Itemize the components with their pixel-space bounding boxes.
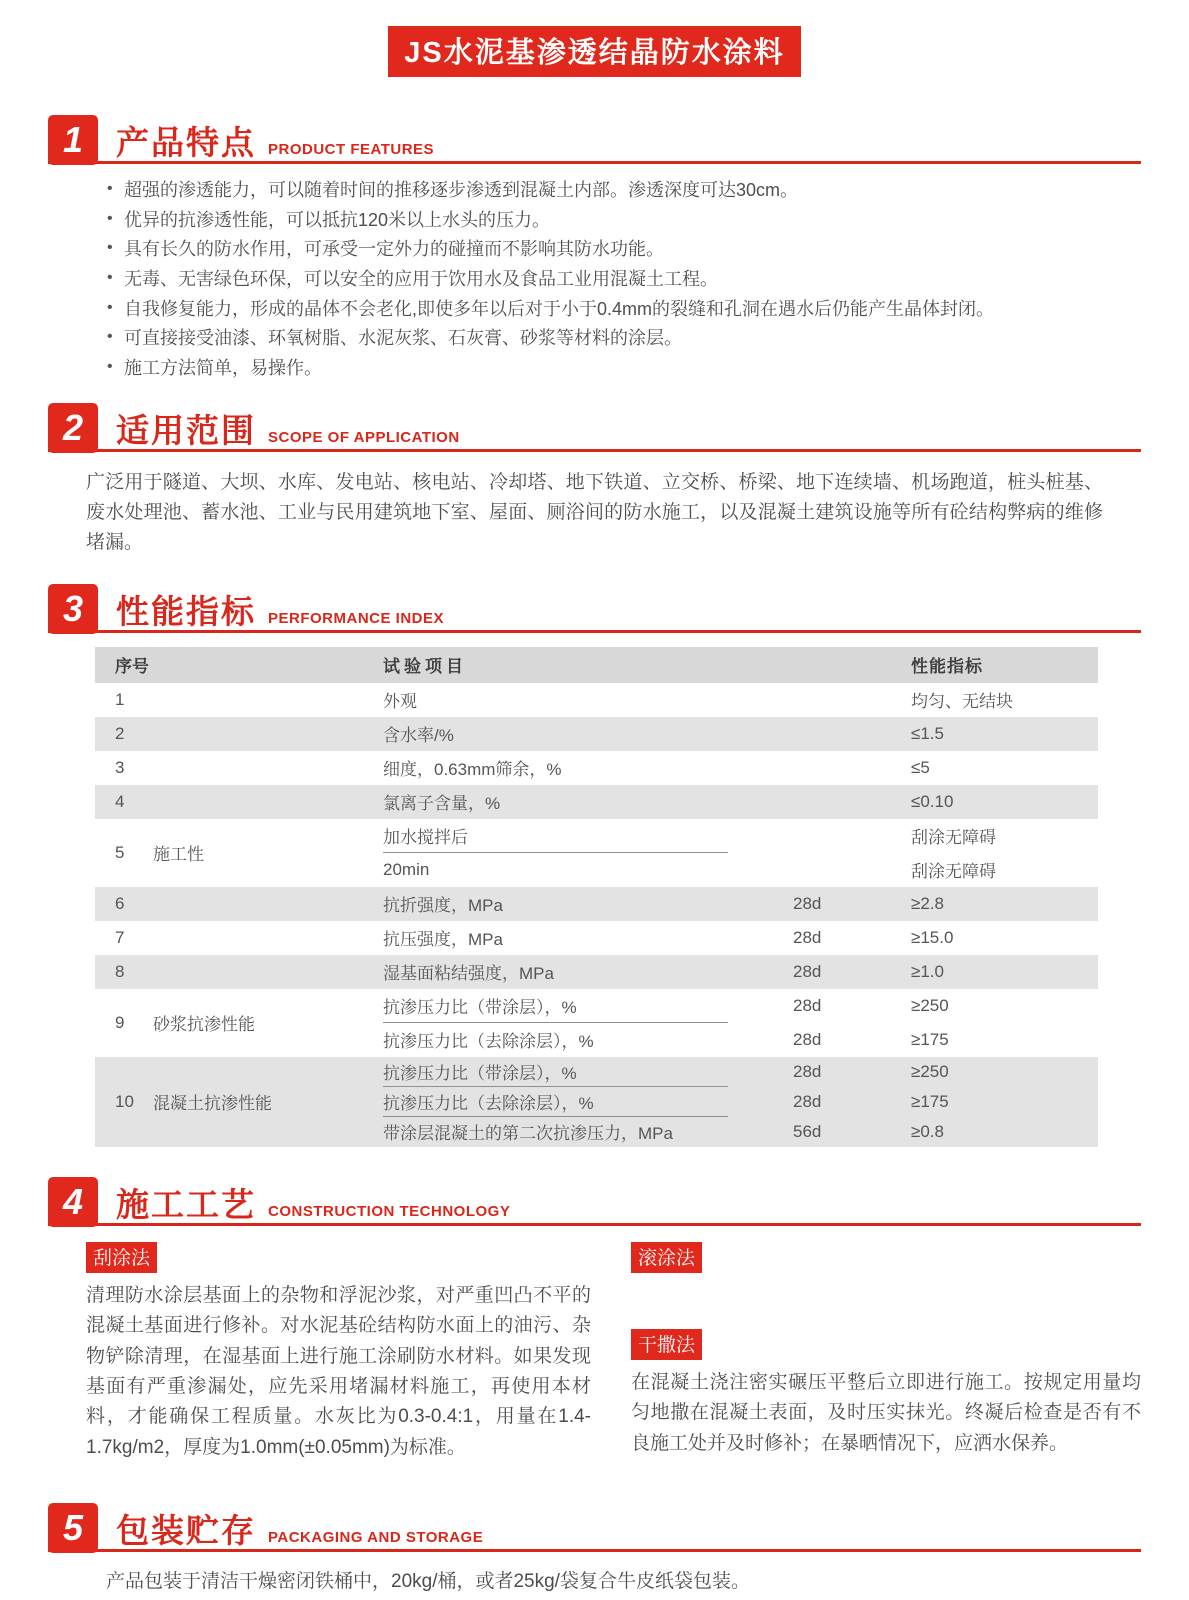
table-row bbox=[95, 683, 1098, 717]
cell-age: 56d bbox=[793, 1121, 822, 1141]
cell-index: 均匀、无结块 bbox=[911, 692, 1013, 712]
cell-index: ≥0.8 bbox=[911, 1121, 944, 1141]
section-title: 适用范围 bbox=[116, 411, 256, 449]
column-header-seq: 序号 bbox=[115, 657, 149, 677]
cell-item: 抗折强度，MPa bbox=[383, 896, 503, 916]
section-subtitle-en: PRODUCT FEATURES bbox=[268, 141, 435, 158]
cell-index: ≥2.8 bbox=[911, 893, 944, 913]
table-subrow bbox=[383, 1117, 1098, 1147]
cell-index: 刮涂无障碍 bbox=[911, 828, 996, 848]
table-subrow bbox=[383, 989, 1098, 1023]
table-header-row bbox=[95, 647, 1098, 683]
table-row bbox=[95, 887, 1098, 921]
section-number-badge: 1 bbox=[48, 115, 98, 165]
table-subrow bbox=[383, 819, 1098, 853]
cell-seq: 3 bbox=[115, 757, 125, 777]
cell-index: ≥175 bbox=[911, 1029, 949, 1049]
cell-age: 28d bbox=[793, 927, 822, 947]
list-item: • 施工方法简单，易操作。 bbox=[124, 358, 1141, 379]
cell-seq: 9 bbox=[115, 1012, 125, 1032]
cell-item: 带涂层混凝土的第二次抗渗压力，MPa bbox=[383, 1124, 673, 1144]
section-header-scope bbox=[48, 403, 1141, 452]
section-subtitle-en: PACKAGING AND STORAGE bbox=[268, 1529, 484, 1547]
roll-dry-method-column bbox=[631, 1242, 1141, 1463]
table-subrow bbox=[383, 1057, 1098, 1087]
section-number-badge: 2 bbox=[48, 403, 98, 453]
cell-item: 抗压强度，MPa bbox=[383, 930, 503, 950]
table-row bbox=[95, 1057, 1098, 1147]
banner-wrap bbox=[48, 26, 1141, 77]
cell-item: 含水率/% bbox=[383, 726, 454, 746]
cell-item: 抗渗压力比（带涂层），% bbox=[383, 998, 577, 1018]
cell-item: 抗渗压力比（去除涂层），% bbox=[383, 1094, 594, 1114]
method-tag-scrape: 刮涂法 bbox=[86, 1242, 157, 1273]
section-subtitle-en: PERFORMANCE INDEX bbox=[268, 609, 445, 627]
table-subrow bbox=[383, 1023, 1098, 1057]
cell-age: 28d bbox=[793, 893, 822, 913]
cell-age: 28d bbox=[793, 1091, 822, 1111]
cell-subrows bbox=[383, 989, 1098, 1057]
table-subrow bbox=[383, 1087, 1098, 1117]
section-header-features bbox=[48, 115, 1141, 164]
cell-seq: 6 bbox=[115, 893, 125, 913]
method-tag-dry: 干撒法 bbox=[631, 1329, 702, 1360]
cell-seq: 5 bbox=[115, 842, 125, 862]
section-titles bbox=[116, 1512, 484, 1550]
section-titles bbox=[116, 592, 445, 630]
section-header-packaging bbox=[48, 1503, 1141, 1552]
section-header-construction bbox=[48, 1177, 1141, 1226]
scrape-method-text: 清理防水涂层基面上的杂物和浮泥沙浆，对严重凹凸不平的混凝土基面进行修补。对水泥基砼结构防水面上的油污、杂物铲除清理，在湿基面上进行施工涂刷防水材料。如果发现基面有严重渗漏处，应先采用堵漏材料施工，再使用本材料，才能确保工程质量。水灰比为0.3-0.4:1，用量在1.4-1.7kg/m2，厚度为1.0mm(±0.05mm)为标准。 bbox=[86, 1284, 591, 1458]
performance-table bbox=[95, 647, 1098, 1147]
roll-method-gap bbox=[631, 1281, 1141, 1329]
cell-seq: 2 bbox=[115, 723, 125, 743]
cell-index: 刮涂无障碍 bbox=[911, 862, 996, 882]
features-list bbox=[48, 180, 1141, 379]
dry-method-text: 在混凝土浇注密实碾压平整后立即进行施工。按规定用量均匀地撒在混凝土表面，及时压实抹光。终凝后检查是否有不良施工处并及时修补；在暴晒情况下，应洒水保养。 bbox=[631, 1371, 1141, 1454]
section-number-badge: 3 bbox=[48, 584, 98, 634]
cell-item: 外观 bbox=[383, 692, 417, 712]
cell-seq: 10 bbox=[115, 1091, 134, 1111]
section-subtitle-en: SCOPE OF APPLICATION bbox=[268, 428, 460, 446]
section-number-badge: 5 bbox=[48, 1503, 98, 1553]
cell-group: 混凝土抗渗性能 bbox=[153, 1094, 272, 1114]
cell-seq: 7 bbox=[115, 927, 125, 947]
table-row bbox=[95, 717, 1098, 751]
list-item: • 自我修复能力，形成的晶体不会老化,即使多年以后对于小于0.4mm的裂缝和孔洞在遇水后仍能产生晶体封闭。 bbox=[124, 299, 1141, 320]
cell-age: 28d bbox=[793, 1061, 822, 1081]
cell-item: 抗渗压力比（去除涂层），% bbox=[383, 1032, 594, 1052]
cell-item: 湿基面粘结强度，MPa bbox=[383, 964, 554, 984]
cell-group: 砂浆抗渗性能 bbox=[153, 1015, 255, 1035]
column-header-item: 试验项目 bbox=[383, 657, 467, 677]
cell-index: ≥175 bbox=[911, 1091, 949, 1111]
section-titles bbox=[116, 1185, 511, 1223]
section-title: 施工工艺 bbox=[116, 1185, 256, 1223]
scrape-method-column bbox=[86, 1242, 591, 1463]
cell-age: 28d bbox=[793, 961, 822, 981]
cell-index: ≥250 bbox=[911, 1061, 949, 1081]
list-item: • 优异的抗渗透性能，可以抵抗120米以上水头的压力。 bbox=[124, 210, 1141, 231]
section-titles bbox=[116, 126, 434, 159]
cell-age: 28d bbox=[793, 1029, 822, 1049]
cell-subrows bbox=[383, 1057, 1098, 1147]
table-subrow bbox=[383, 853, 1098, 887]
scope-paragraph: 广泛用于隧道、大坝、水库、发电站、核电站、冷却塔、地下铁道、立交桥、桥梁、地下连续墙、机场跑道，桩头桩基、废水处理池、蓄水池、工业与民用建筑地下室、屋面、厕浴间的防水施工，以及混凝土建筑设施等所有砼结构弊病的维修堵漏。 bbox=[86, 471, 1103, 553]
page-title: JS水泥基渗透结晶防水涂料 bbox=[388, 26, 800, 77]
column-header-index: 性能指标 bbox=[911, 657, 983, 677]
section-title: 包装贮存 bbox=[116, 1512, 256, 1550]
cell-item: 20min bbox=[383, 859, 430, 879]
cell-index: ≥250 bbox=[911, 995, 949, 1015]
list-item: • 可直接接受油漆、环氧树脂、水泥灰浆、石灰膏、砂浆等材料的涂层。 bbox=[124, 328, 1141, 349]
table-row bbox=[95, 989, 1098, 1057]
table-row bbox=[95, 955, 1098, 989]
cell-item: 加水搅拌后 bbox=[383, 828, 468, 848]
cell-index: ≤1.5 bbox=[911, 723, 944, 743]
cell-index: ≥1.0 bbox=[911, 961, 944, 981]
cell-index: ≤0.10 bbox=[911, 791, 954, 811]
table-row bbox=[95, 921, 1098, 955]
section-header-performance bbox=[48, 584, 1141, 633]
cell-seq: 1 bbox=[115, 689, 125, 709]
cell-seq: 4 bbox=[115, 791, 125, 811]
packaging-paragraph: 产品包装于清洁干燥密闭铁桶中，20kg/桶，或者25kg/袋复合牛皮纸袋包装。 bbox=[106, 1571, 750, 1593]
cell-seq: 8 bbox=[115, 961, 125, 981]
table-row bbox=[95, 819, 1098, 887]
list-item: • 无毒、无害绿色环保，可以安全的应用于饮用水及食品工业用混凝土工程。 bbox=[124, 269, 1141, 290]
section-title: 性能指标 bbox=[116, 592, 256, 630]
list-item: • 具有长久的防水作用，可承受一定外力的碰撞而不影响其防水功能。 bbox=[124, 239, 1141, 260]
section-titles bbox=[116, 411, 460, 449]
cell-group: 施工性 bbox=[153, 845, 204, 865]
section-subtitle-en: CONSTRUCTION TECHNOLOGY bbox=[268, 1202, 511, 1220]
cell-age: 28d bbox=[793, 995, 822, 1015]
cell-index: ≤5 bbox=[911, 757, 930, 777]
construction-columns bbox=[86, 1242, 1141, 1463]
cell-subrows bbox=[383, 819, 1098, 887]
table-row bbox=[95, 785, 1098, 819]
cell-index: ≥15.0 bbox=[911, 927, 954, 947]
section-number-badge: 4 bbox=[48, 1177, 98, 1227]
table-row bbox=[95, 751, 1098, 785]
section-title: 产品特点 bbox=[116, 124, 256, 161]
method-tag-roll: 滚涂法 bbox=[631, 1242, 702, 1273]
cell-item: 抗渗压力比（带涂层），% bbox=[383, 1064, 577, 1084]
cell-item: 细度，0.63mm筛余，% bbox=[383, 760, 562, 780]
cell-item: 氯离子含量，% bbox=[383, 794, 501, 814]
list-item: • 超强的渗透能力，可以随着时间的推移逐步渗透到混凝土内部。渗透深度可达30cm。 bbox=[124, 180, 1141, 201]
